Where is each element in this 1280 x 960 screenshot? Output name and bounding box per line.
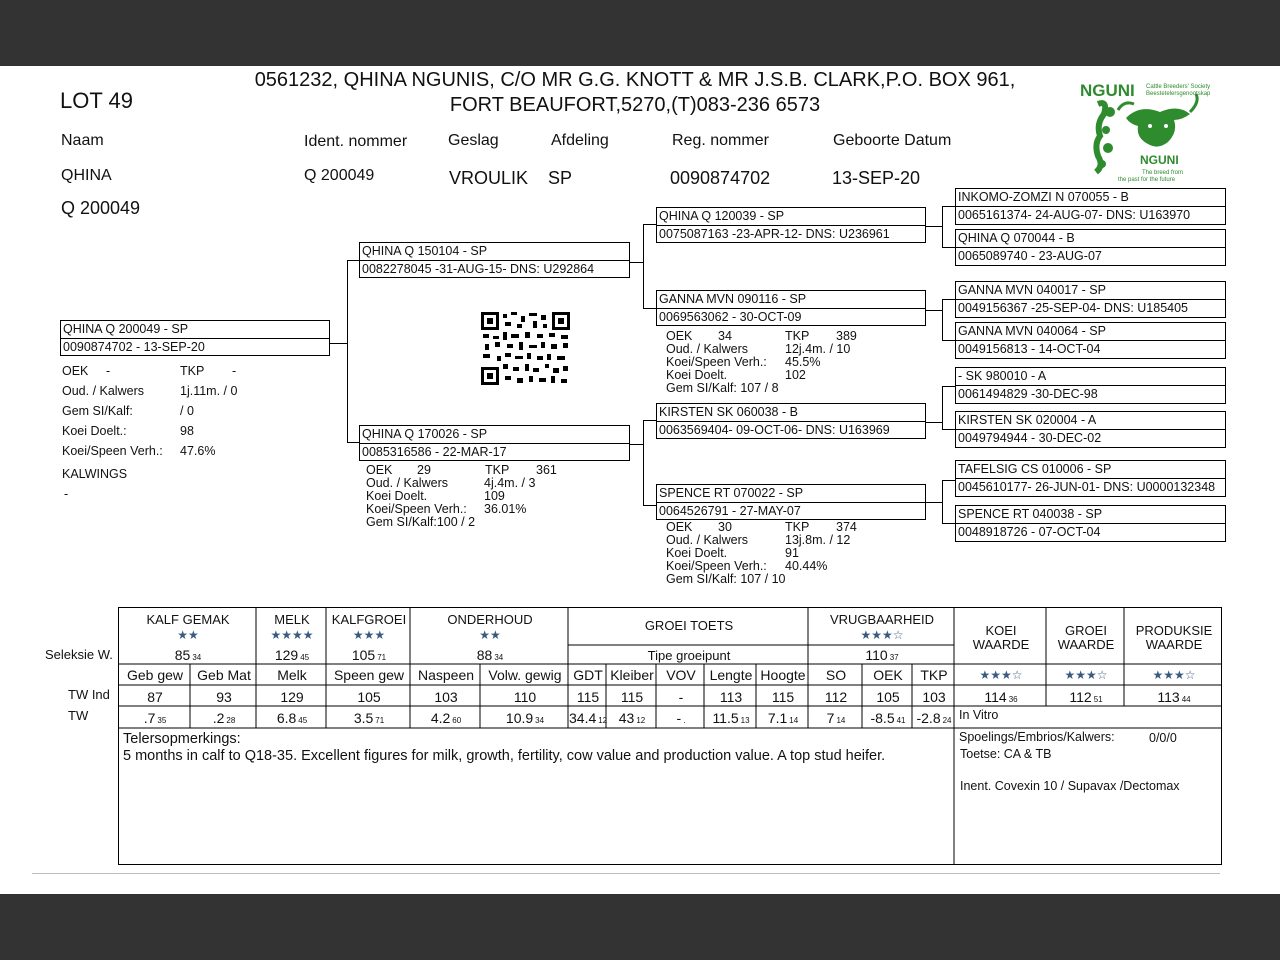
divider <box>657 308 925 309</box>
twind-cell: - <box>678 689 684 705</box>
ggp-box <box>955 460 1226 497</box>
divider <box>657 421 925 422</box>
gp1-oek-row: OEK 34 TKP 389 <box>666 329 857 343</box>
kalwings-label: KALWINGS <box>62 467 128 481</box>
connector <box>643 420 644 505</box>
connector <box>942 340 956 341</box>
svg-text:Beestetelersgenootskap: Beestetelersgenootskap <box>1146 91 1211 97</box>
col-kleiber: Kleiber <box>610 667 654 683</box>
tw-cell: 11.5 13 <box>712 710 750 726</box>
value-naam: QHINA <box>61 167 112 184</box>
connector <box>643 224 657 225</box>
inent: Inent. Covexin 10 / Supavax /Dectomax <box>960 779 1180 793</box>
connector <box>643 505 657 506</box>
animal-row: Koei Doelt.: 98 <box>62 424 194 438</box>
twind-cell: 93 <box>216 689 232 705</box>
ggp-box <box>955 281 1226 318</box>
twind-cell: 115 <box>576 689 600 705</box>
kalfgroei-value: 105 71 <box>351 647 387 663</box>
col-speen-gew: Speen gew <box>333 667 405 683</box>
ggp-reg: 0065089740 - 23-AUG-07 <box>958 249 1102 263</box>
label-geboorte: Geboorte Datum <box>833 132 952 149</box>
grandsire-paternal-box <box>656 207 926 243</box>
kalf-gemak-value: 85 34 <box>174 647 202 663</box>
col-tkp: TKP <box>920 667 948 683</box>
divider <box>956 523 1225 524</box>
divider <box>956 429 1225 430</box>
gp3-row: Gem SI/Kalf: 107 / 10 <box>666 572 786 586</box>
ggp-name: SPENCE RT 040038 - SP <box>958 507 1103 521</box>
twind-cell: 113 <box>719 689 743 705</box>
tw-cell: 7.1 14 <box>767 710 799 726</box>
twind-cell: 105 <box>876 689 900 705</box>
col-geb-mat: Geb Mat <box>197 667 251 683</box>
dam-stats <box>366 464 616 529</box>
svg-text:NGUNI: NGUNI <box>1140 153 1179 167</box>
twind-cell: 103 <box>434 689 458 705</box>
header-kalfgroei: KALFGROEI <box>331 612 407 627</box>
connector <box>942 299 943 340</box>
animal-row: Gem SI/Kalf: / 0 <box>62 404 194 418</box>
connector <box>942 247 956 248</box>
animal-reg: 0090874702 - 13-SEP-20 <box>63 340 205 354</box>
gp1-row: Oud. / Kalwers 12j.4m. / 10 <box>666 342 851 356</box>
dam-row: Gem SI/Kalf:100 / 2 <box>366 515 476 529</box>
twind-cell: 115 <box>771 689 795 705</box>
remarks-text: 5 months in calf to Q18-35. Excellent figures for milk, growth, fertility, cow value and production value. A top stud heifer. <box>123 748 886 764</box>
divider <box>360 443 629 444</box>
col-volw-gewig: Volw. gewig <box>488 667 562 683</box>
twind-cell: 115 <box>620 689 644 705</box>
value-afdeling: SP <box>548 168 573 188</box>
twind-cell: 112 <box>824 689 848 705</box>
ggp-reg: 0048918726 - 07-OCT-04 <box>958 525 1101 539</box>
kalwings-value: - <box>64 487 69 501</box>
in-vitro-label: In Vitro <box>959 708 999 722</box>
vrugbaarheid-stars: ★★★☆ <box>860 628 904 642</box>
gp-name: QHINA Q 120039 - SP <box>659 209 785 223</box>
ggp-name: QHINA Q 070044 - B <box>958 231 1075 245</box>
col-oek: OEK <box>873 667 903 683</box>
connector <box>347 260 348 442</box>
label-afdeling: Afdeling <box>551 132 609 149</box>
vrugbaarheid-value: 110 37 <box>865 647 899 663</box>
grandsire-maternal-box <box>656 403 926 439</box>
col-geb-gew: Geb gew <box>126 667 184 683</box>
twind-cell: 87 <box>147 689 163 705</box>
tw-cell: .2 28 <box>212 710 236 726</box>
value-geboorte: 13-SEP-20 <box>832 168 921 188</box>
ggp-box <box>955 188 1226 225</box>
connector <box>925 502 942 503</box>
connector <box>942 386 943 429</box>
header-produksie-waarde: PRODUKSIE WAARDE <box>1135 623 1213 652</box>
sire-name: QHINA Q 150104 - SP <box>362 244 488 258</box>
gp-reg: 0063569404- 09-OCT-06- DNS: U163969 <box>659 423 890 437</box>
divider <box>956 340 1225 341</box>
animal-row: Oud. / Kalwers 1j.11m. / 0 <box>62 384 238 398</box>
dam-reg: 0085316586 - 22-MAR-17 <box>362 445 507 459</box>
footer-rule <box>32 873 1220 874</box>
connector <box>942 480 943 523</box>
gp-reg: 0064526791 - 27-MAY-07 <box>659 504 801 518</box>
address-line-1: 0561232, QHINA NGUNIS, C/O MR G.G. KNOTT & MR J.S.B. CLARK,P.O. BOX 961, <box>254 69 1016 91</box>
value-geslag: VROULIK <box>449 168 529 188</box>
row-label-seleksie: Seleksie W. <box>45 647 113 662</box>
tipe-groeipunt: Tipe groeipunt <box>647 648 731 663</box>
dam-row: Koei Doelt. 109 <box>366 489 505 503</box>
twind-cell: 110 <box>513 689 537 705</box>
ggp-name: GANNA MVN 040064 - SP <box>958 324 1106 338</box>
header-groei-waarde: GROEI WAARDE <box>1057 623 1115 652</box>
twind-cell: 129 <box>280 689 304 705</box>
dam-box <box>359 425 630 461</box>
animal-oek-row: OEK - TKP - <box>62 364 237 378</box>
top-bar <box>0 0 1280 66</box>
gp3-oek-row: OEK 30 TKP 374 <box>666 520 857 534</box>
connector <box>942 206 943 247</box>
col-lengte: Lengte <box>709 667 753 683</box>
ggp-name: KIRSTEN SK 020004 - A <box>958 413 1097 427</box>
melk-value: 129 45 <box>274 647 310 663</box>
ggp-box <box>955 229 1226 266</box>
kalfgroei-stars: ★★★ <box>352 628 386 642</box>
animal-name: QHINA Q 200049 - SP <box>63 322 189 336</box>
ggp-name: - SK 980010 - A <box>958 369 1047 383</box>
ggp-reg: 0065161374- 24-AUG-07- DNS: U163970 <box>958 208 1191 222</box>
gp3-stats <box>666 521 916 586</box>
connector <box>643 420 657 421</box>
svg-text:the past for the future: the past for the future <box>1118 177 1176 183</box>
gp-name: KIRSTEN SK 060038 - B <box>659 405 798 419</box>
ggp-reg: 0049156813 - 14-OCT-04 <box>958 342 1101 356</box>
breeding-values-table <box>118 607 1222 865</box>
ggp-reg: 0049794944 - 30-DEC-02 <box>958 431 1102 445</box>
connector <box>925 226 942 227</box>
divider <box>956 299 1225 300</box>
ggp-box <box>955 367 1226 404</box>
dam-row: Oud. / Kalwers 4j.4m. / 3 <box>366 476 536 490</box>
spoelings-label: Spoelings/Embrios/Kalwers: <box>959 730 1115 744</box>
gp3-row: Koei/Speen Verh.: 40.44% <box>666 559 828 573</box>
connector <box>629 444 643 445</box>
value-ident-large: Q 200049 <box>61 198 141 218</box>
lot-document <box>0 66 1280 894</box>
gp3-row: Oud. / Kalwers 13j.8m. / 12 <box>666 533 851 547</box>
tw-cell: 34.4 12 <box>569 710 608 726</box>
connector <box>942 386 956 387</box>
kalf-gemak-stars: ★★ <box>177 628 199 642</box>
connector <box>942 429 956 430</box>
produksie-waarde-stars: ★★★☆ <box>1152 668 1196 682</box>
connector <box>925 422 942 423</box>
connector <box>329 343 347 344</box>
melk-stars: ★★★★ <box>270 628 314 642</box>
tw-cell: 10.9 34 <box>505 710 545 726</box>
nguni-logo-icon <box>1078 74 1212 184</box>
gp-reg: 0075087163 -23-APR-12- DNS: U236961 <box>659 227 890 241</box>
gp1-row: Koei/Speen Verh.: 45.5% <box>666 355 821 369</box>
lot-number: LOT 49 <box>60 88 133 113</box>
value-reg: 0090874702 <box>670 168 771 188</box>
tw-cell: 6.8 45 <box>276 710 308 726</box>
connector <box>925 310 942 311</box>
dam-oek-row: OEK 29 TKP 361 <box>366 463 557 477</box>
divider <box>956 385 1225 386</box>
tw-cell: 7 14 <box>826 710 846 726</box>
gp1-row: Koei Doelt. 102 <box>666 368 806 382</box>
header-onderhoud: ONDERHOUD <box>447 612 533 627</box>
sire-box <box>359 242 630 278</box>
connector <box>629 262 643 263</box>
label-naam: Naam <box>61 132 104 149</box>
divider <box>61 338 329 339</box>
connector <box>942 299 956 300</box>
twind-cell: 105 <box>357 689 381 705</box>
col-vov: VOV <box>666 667 696 683</box>
ggp-name: GANNA MVN 040017 - SP <box>958 283 1106 297</box>
col-so: SO <box>825 667 847 683</box>
gp-reg: 0069563062 - 30-OCT-09 <box>659 310 802 324</box>
animal-stats <box>62 361 322 502</box>
divider <box>956 206 1225 207</box>
granddam-maternal-box <box>656 484 926 520</box>
header-koei-waarde: KOEI WAARDE <box>972 623 1030 652</box>
dam-name: QHINA Q 170026 - SP <box>362 427 488 441</box>
granddam-paternal-box <box>656 290 926 326</box>
label-ident: Ident. nommer <box>304 133 408 150</box>
remarks-title: Telersopmerkings: <box>123 731 241 747</box>
gp3-row: Koei Doelt. 91 <box>666 546 799 560</box>
row-label-tw: TW <box>68 708 89 723</box>
produksie-waarde-value: 113 44 <box>1157 689 1191 705</box>
spoelings-value: 0/0/0 <box>1149 731 1177 745</box>
tw-cell: 3.5 71 <box>353 710 385 726</box>
header-melk: MELK <box>274 612 310 627</box>
onderhoud-stars: ★★ <box>479 628 501 642</box>
divider <box>657 502 925 503</box>
nguni-logo <box>1078 74 1212 184</box>
ggp-box <box>955 411 1226 448</box>
header-kalf-gemak: KALF GEMAK <box>146 612 230 627</box>
value-ident: Q 200049 <box>304 167 375 184</box>
ggp-box <box>955 505 1226 542</box>
animal-row: Koei/Speen Verh.: 47.6% <box>62 444 216 458</box>
address-line-2: FORT BEAUFORT,5270,(T)083-236 6573 <box>449 94 821 116</box>
divider <box>956 247 1225 248</box>
tw-cell: -8.5 41 <box>870 710 906 726</box>
ggp-reg: 0061494829 -30-DEC-98 <box>958 387 1098 401</box>
koei-waarde-value: 114 36 <box>984 689 1018 705</box>
tw-cell: 4.2 60 <box>430 710 462 726</box>
twind-cell: 103 <box>922 689 946 705</box>
tw-cell: - . <box>676 710 686 726</box>
gp-name: GANNA MVN 090116 - SP <box>659 292 807 306</box>
connector <box>942 206 956 207</box>
tw-cell: -2.8 24 <box>916 710 952 726</box>
col-naspeen: Naspeen <box>417 667 475 683</box>
ggp-reg: 0049156367 -25-SEP-04- DNS: U185405 <box>958 301 1189 315</box>
svg-text:Cattle Breeders' Society: Cattle Breeders' Society <box>1146 84 1211 90</box>
toetse: Toetse: CA & TB <box>960 747 1052 761</box>
sire-reg: 0082278045 -31-AUG-15- DNS: U292864 <box>362 262 595 276</box>
connector <box>643 224 644 308</box>
ggp-name: TAFELSIG CS 010006 - SP <box>958 462 1112 476</box>
connector <box>942 523 956 524</box>
tw-cell: .7 35 <box>143 710 167 726</box>
divider <box>956 478 1225 479</box>
ggp-reg: 0045610177- 26-JUN-01- DNS: U0000132348 <box>958 480 1216 494</box>
tw-cell: 43 12 <box>618 710 646 726</box>
connector <box>942 480 956 481</box>
animal-box <box>60 320 330 356</box>
label-reg: Reg. nommer <box>672 132 769 149</box>
header-groei-toets: GROEI TOETS <box>644 618 734 633</box>
gp-name: SPENCE RT 070022 - SP <box>659 486 804 500</box>
col-gdt: GDT <box>573 667 603 683</box>
divider <box>657 225 925 226</box>
koei-waarde-stars: ★★★☆ <box>979 668 1023 682</box>
row-label-twind: TW Ind <box>68 687 110 702</box>
ggp-name: INKOMO-ZOMZI N 070055 - B <box>958 190 1129 204</box>
label-geslag: Geslag <box>448 132 499 149</box>
gp1-stats <box>666 330 916 395</box>
col-hoogte: Hoogte <box>760 667 806 683</box>
dam-row: Koei/Speen Verh.: 36.01% <box>366 502 527 516</box>
svg-text:The breed from: The breed from <box>1142 170 1184 176</box>
divider <box>360 260 629 261</box>
groei-waarde-stars: ★★★☆ <box>1064 668 1108 682</box>
connector <box>643 308 657 309</box>
groei-waarde-value: 112 51 <box>1069 689 1103 705</box>
ggp-box <box>955 322 1226 359</box>
col-melk: Melk <box>277 667 307 683</box>
qr-code-icon <box>481 312 570 385</box>
svg-text:NGUNI: NGUNI <box>1080 81 1135 100</box>
onderhoud-value: 88 34 <box>476 647 504 663</box>
gp1-row: Gem SI/Kalf: 107 / 8 <box>666 381 779 395</box>
bottom-bar <box>0 894 1280 960</box>
header-vrugbaarheid: VRUGBAARHEID <box>829 612 935 627</box>
